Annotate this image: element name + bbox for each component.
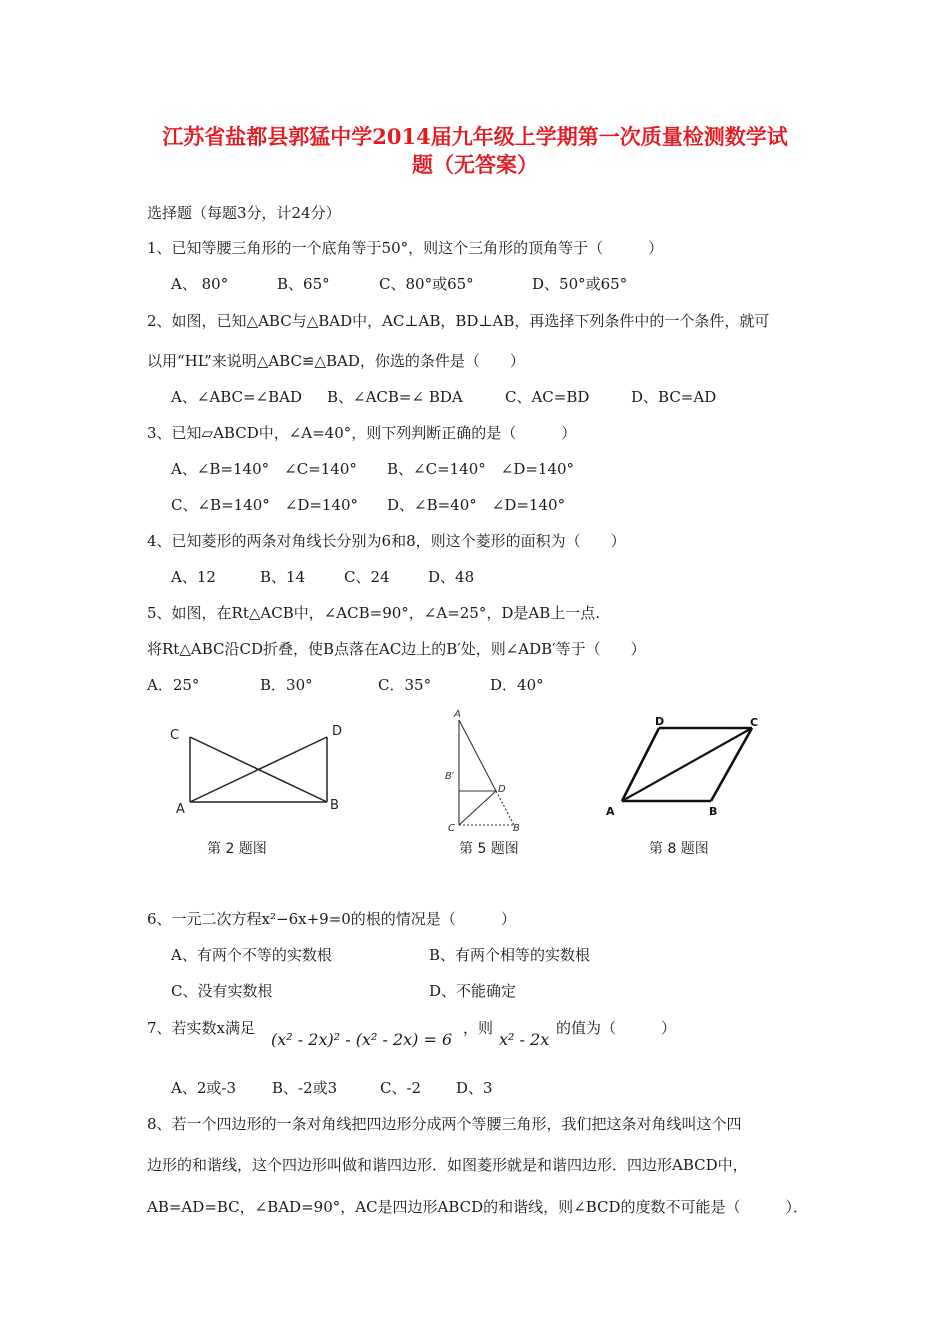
- question-5-stem-line2: 将Rt△ABC沿CD折叠，使B点落在AC边上的B′处，则∠ADB′等于（ ）: [147, 640, 646, 658]
- section-heading: 选择题（每题3分，计24分）: [147, 204, 341, 222]
- question-3-option-b: B、∠C=140° ∠D=140°: [387, 460, 575, 478]
- question-4-option-c: C、24: [344, 568, 390, 586]
- question-7-stem-suffix: 的值为（ ）: [556, 1019, 677, 1037]
- question-2-option-a: A、∠ABC=∠BAD: [171, 388, 303, 406]
- exam-title-line2: 题（无答案）: [412, 152, 538, 177]
- fig8-label-b: B: [709, 805, 718, 818]
- question-8-stem-line2: 边形的和谐线，这个四边形叫做和谐四边形．如图菱形就是和谐四边形．四边形ABCD中，: [147, 1156, 748, 1174]
- question-5-option-a: A．25°: [147, 676, 200, 694]
- question-5-stem-line1: 5、如图，在Rt△ACB中，∠ACB=90°，∠A=25°，D是AB上一点.: [147, 604, 600, 622]
- fig5-label-a: A: [454, 709, 461, 720]
- question-1-option-b: B、65°: [277, 275, 330, 293]
- question-4-option-b: B、14: [260, 568, 306, 586]
- question-7-stem-mid: ，则: [463, 1019, 494, 1037]
- question-4-option-d: D、48: [428, 568, 475, 586]
- fig5-label-b-prime: B′: [445, 771, 455, 782]
- question-2-option-d: D、BC=AD: [631, 388, 717, 406]
- question-7-option-d: D、3: [456, 1079, 493, 1097]
- figure-question-5: [440, 706, 530, 836]
- question-6-option-a: A、有两个不等的实数根: [171, 946, 332, 964]
- fig5-label-b: B: [513, 823, 520, 834]
- question-7-expression: x² - 2x: [499, 1030, 550, 1049]
- fig5-label-c: C: [448, 823, 455, 834]
- question-1-option-d: D、50°或65°: [532, 275, 628, 293]
- question-6-option-b: B、有两个相等的实数根: [429, 946, 591, 964]
- fig8-label-c: C: [750, 716, 759, 729]
- fig2-label-b: B: [330, 798, 339, 813]
- question-2-option-c: C、AC=BD: [505, 388, 590, 406]
- question-3-option-d: D、∠B=40° ∠D=140°: [387, 496, 566, 514]
- question-3-option-a: A、∠B=140° ∠C=140°: [171, 460, 357, 478]
- question-2-option-b: B、∠ACB=∠ BDA: [327, 388, 463, 406]
- question-7-stem-prefix: 7、若实数x满足: [147, 1019, 256, 1037]
- question-6-option-c: C、没有实数根: [171, 982, 273, 1000]
- fig5-label-d: D: [498, 784, 506, 795]
- question-7-equation: (x² - 2x)² - (x² - 2x) = 6: [271, 1030, 453, 1049]
- question-5-option-d: D．40°: [490, 676, 544, 694]
- figure-question-2: [160, 715, 360, 825]
- question-4-stem: 4、已知菱形的两条对角线长分别为6和8，则这个菱形的面积为（ ）: [147, 532, 626, 550]
- fig8-label-a: A: [606, 805, 615, 818]
- fig2-label-d: D: [332, 724, 343, 739]
- fig2-label-c: C: [170, 728, 180, 743]
- figure-2-caption: 第 2 题图: [207, 841, 267, 857]
- question-1-option-c: C、80°或65°: [379, 275, 474, 293]
- question-2-stem-line1: 2、如图，已知△ABC与△BAD中，AC⊥AB，BD⊥AB，再选择下列条件中的一个条件，就可: [147, 312, 770, 330]
- question-6-stem: 6、一元二次方程x²−6x+9=0的根的情况是（ ）: [147, 910, 516, 928]
- figure-5-caption: 第 5 题图: [459, 841, 519, 857]
- question-1-option-a: A、 80°: [171, 275, 229, 293]
- question-5-option-c: C．35°: [378, 676, 432, 694]
- exam-title-line1: 江苏省盐都县郭猛中学2014届九年级上学期第一次质量检测数学试: [162, 124, 788, 149]
- question-7-option-b: B、-2或3: [272, 1079, 338, 1097]
- question-7-option-a: A、2或-3: [171, 1079, 236, 1097]
- question-7-option-c: C、-2: [380, 1079, 422, 1097]
- question-2-stem-line2: 以用“HL”来说明△ABC≌△BAD，你选的条件是（ ）: [147, 352, 525, 370]
- figure-question-8: [600, 712, 775, 822]
- question-8-stem-line1: 8、若一个四边形的一条对角线把四边形分成两个等腰三角形，我们把这条对角线叫这个四: [147, 1115, 742, 1133]
- question-3-option-c: C、∠B=140° ∠D=140°: [171, 496, 359, 514]
- question-3-stem: 3、已知▱ABCD中，∠A=40°，则下列判断正确的是（ ）: [147, 424, 577, 442]
- fig2-label-a: A: [176, 802, 185, 817]
- question-8-stem-line3: AB=AD=BC，∠BAD=90°，AC是四边形ABCD的和谐线，则∠BCD的度数不可能是（ ）．: [147, 1198, 809, 1216]
- question-5-option-b: B．30°: [260, 676, 313, 694]
- fig8-label-d: D: [655, 715, 665, 728]
- question-1-stem: 1、已知等腰三角形的一个底角等于50°，则这个三角形的顶角等于（ ）: [147, 239, 664, 257]
- question-6-option-d: D、不能确定: [429, 982, 517, 1000]
- question-4-option-a: A、12: [171, 568, 216, 586]
- figure-8-caption: 第 8 题图: [649, 841, 709, 857]
